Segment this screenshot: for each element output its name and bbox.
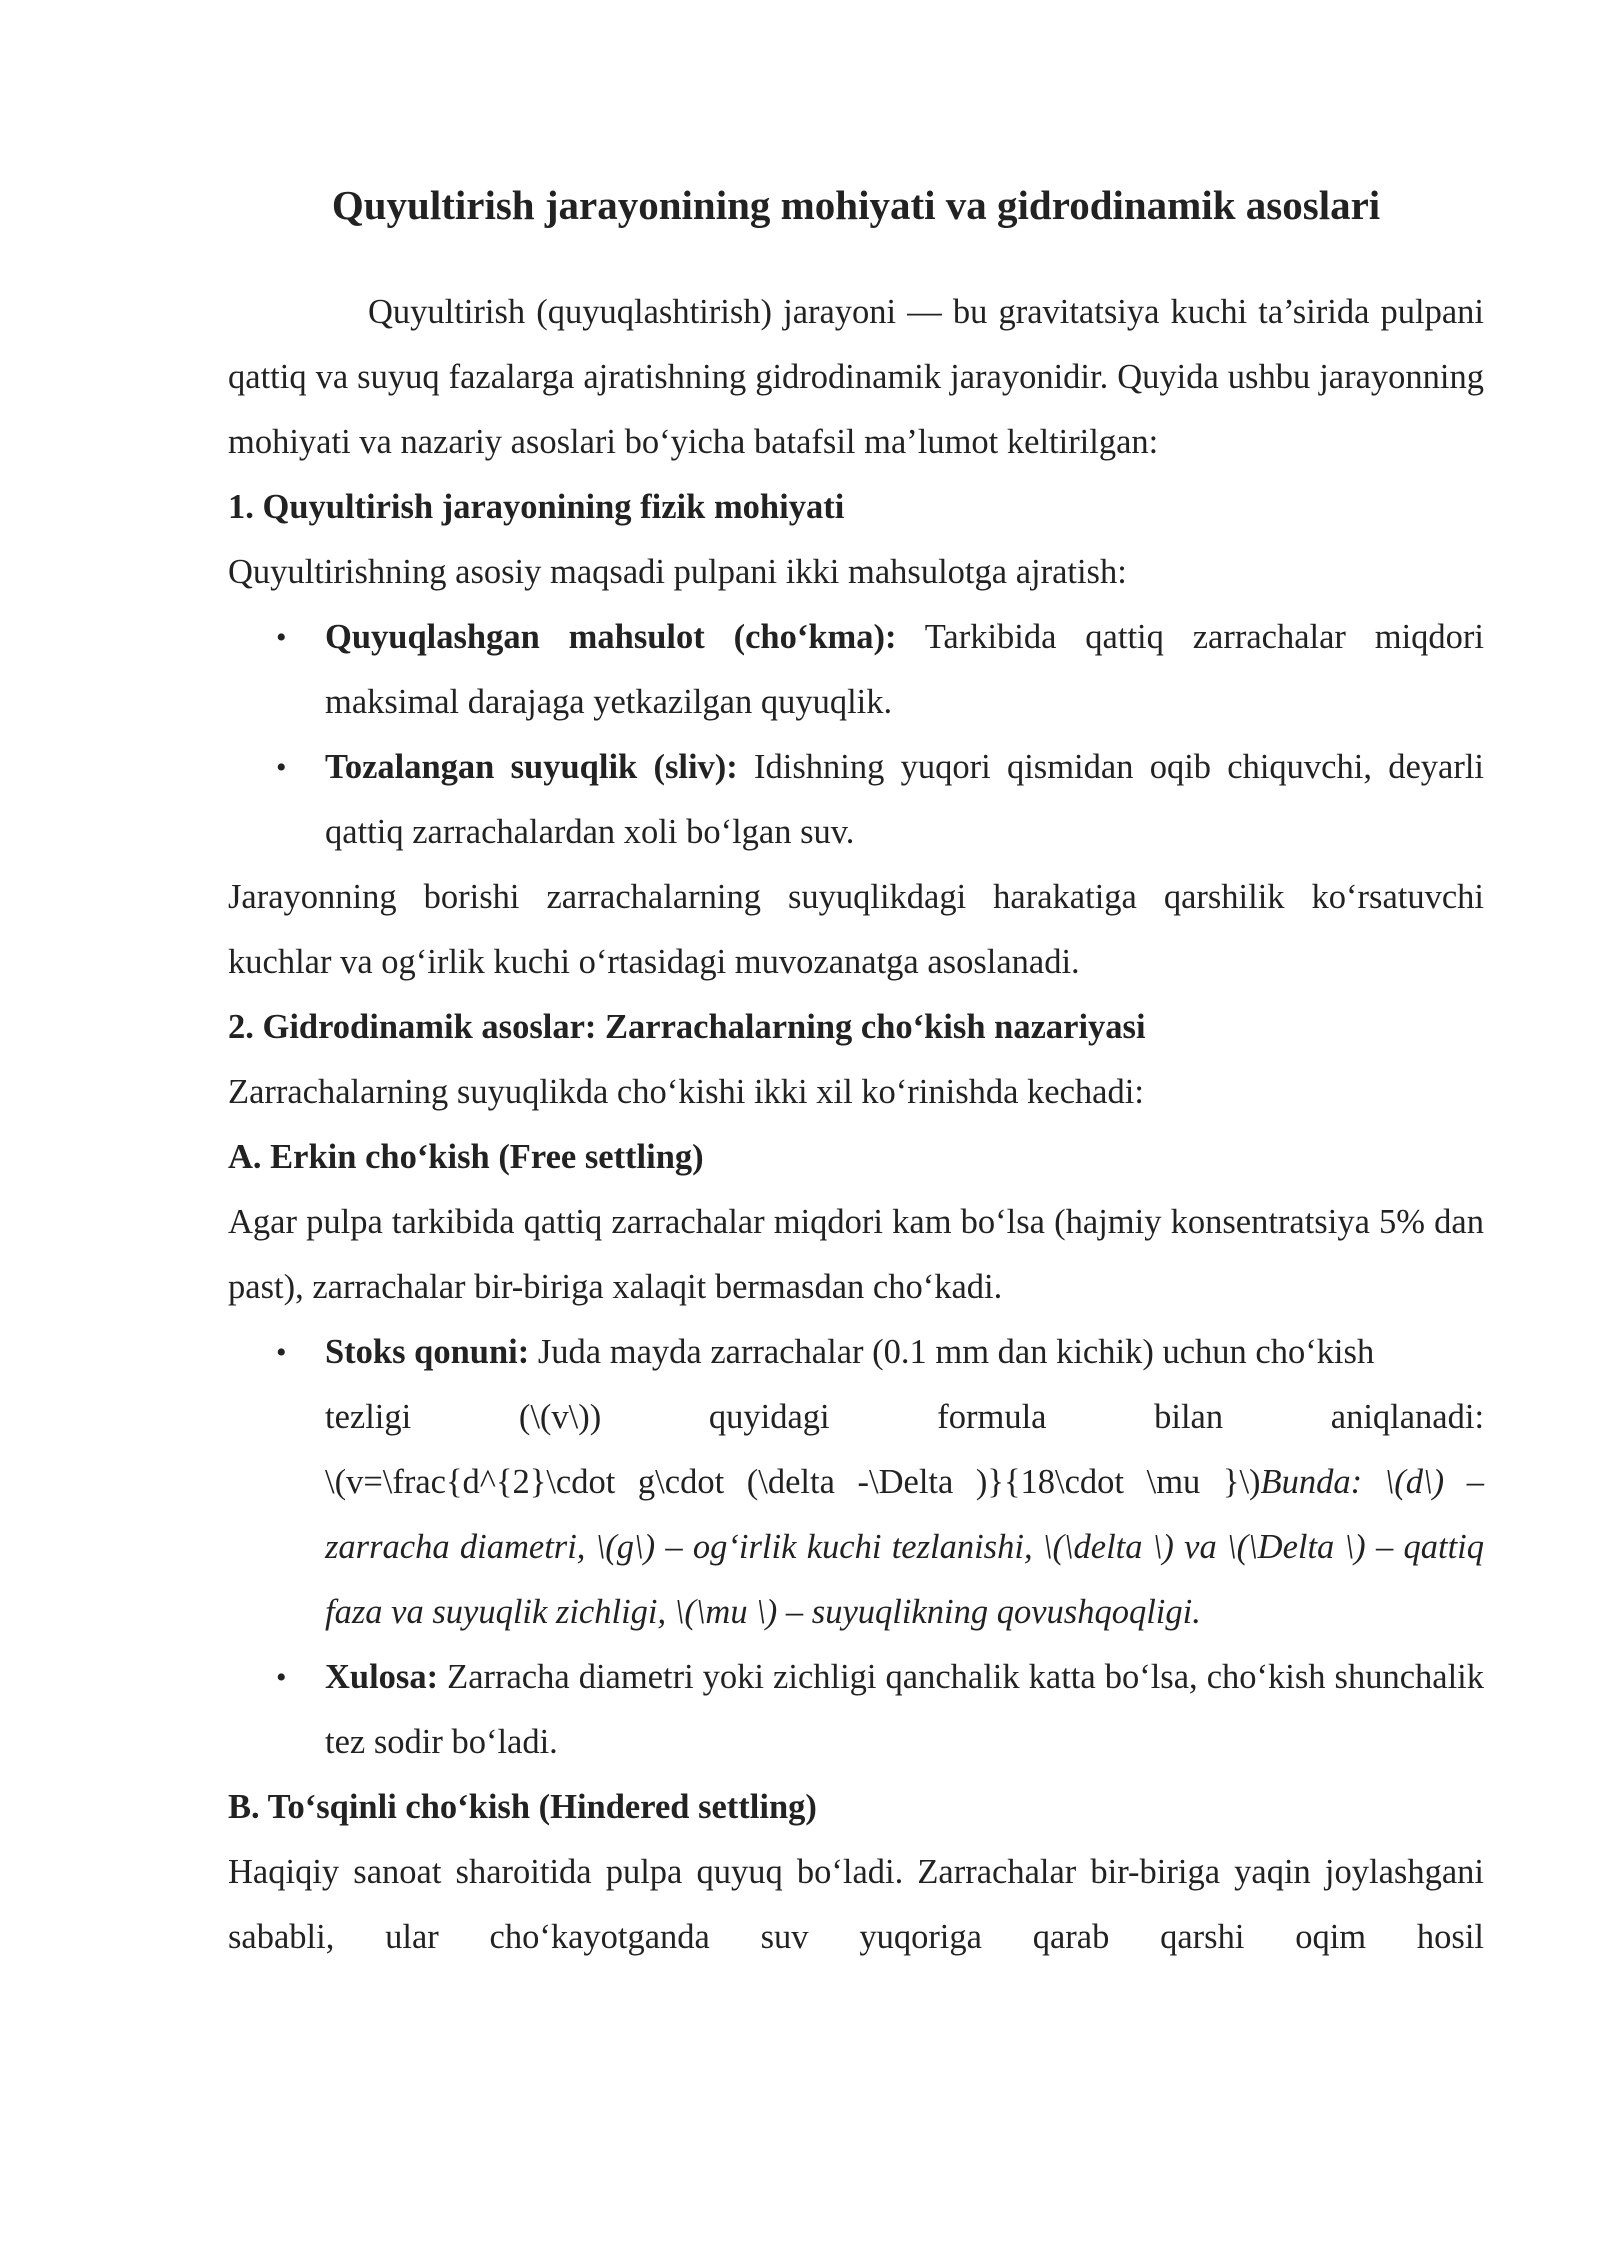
list-item: [228, 1320, 1484, 1645]
subsection-a-bullet-list: [228, 1320, 1484, 1775]
word: aniqlanadi:: [1330, 1398, 1485, 1436]
bullet-text: Tarkibida qattiq zarrachalar miqdori maksimal darajaga yetkazilgan quyuqlik.: [325, 618, 1484, 721]
bullet-term: Tozalangan suyuqlik (sliv):: [325, 748, 738, 786]
bullet-icon: •: [276, 621, 287, 654]
document-body: [228, 280, 1484, 1970]
section-2-lead: Zarrachalarning suyuqlikda cho‘kishi ikki xil ko‘rinishda kechadi:: [228, 1073, 1144, 1111]
word: bilan: [1154, 1398, 1224, 1436]
bullet-icon: •: [276, 1336, 287, 1369]
subsection-b-text: Haqiqiy sanoat sharoitida pulpa quyuq bo‘ladi. Zarrachalar bir-biriga yaqin joylashgani sababli, ular cho‘kayotganda suv yuqoriga qarab qarshi oqim hosil: [228, 1853, 1484, 1956]
section-2-heading: 2. Gidrodinamik asoslar: Zarrachalarning cho‘kish nazariyasi: [228, 1008, 1146, 1046]
word: formula: [937, 1398, 1047, 1436]
formula-explanation: Bunda: \(d\) – zarracha diametri, \(g\) – og‘irlik kuchi tezlanishi, \(\delta \) va \(\Delta \) – qattiq faza va suyuqlik zichligi, \(\mu \) – suyuqlikning qovushqoqligi.: [325, 1463, 1484, 1631]
list-item: [228, 605, 1484, 735]
word: (\(v\)): [518, 1398, 602, 1436]
subsection-a-heading: A. Erkin cho‘kish (Free settling): [228, 1138, 704, 1176]
section-1-closing: Jarayonning borishi zarrachalarning suyuqlikdagi harakatiga qarshilik ko‘rsatuvchi kuchlar va og‘irlik kuchi o‘rtasidagi muvozanatga asoslanadi.: [228, 878, 1484, 981]
word: quyidagi: [708, 1398, 830, 1436]
formula-intro-line: [325, 1385, 1484, 1450]
list-item: [228, 735, 1484, 865]
bullet-text: Idishning yuqori qismidan oqib chiquvchi, deyarli qattiq zarrachalardan xoli bo‘lgan suv.: [325, 748, 1484, 851]
bullet-icon: •: [276, 1661, 287, 1694]
subsection-a-text: Agar pulpa tarkibida qattiq zarrachalar miqdori kam bo‘lsa (hajmiy konsentratsiya 5% dan past), zarrachalar bir-biriga xalaqit bermasdan cho‘kadi.: [228, 1203, 1484, 1306]
section-1-bullet-list: [228, 605, 1484, 865]
section-1-heading: 1. Quyultirish jarayonining fizik mohiyati: [228, 488, 845, 526]
stokes-formula: \(v=\frac{d^{2}\cdot g\cdot (\delta -\Delta )}{18\cdot \mu }\): [325, 1463, 1261, 1501]
bullet-term: Quyuqlashgan mahsulot (cho‘kma):: [325, 618, 897, 656]
bullet-icon: •: [276, 751, 287, 784]
document-title: Quyultirish jarayonining mohiyati va gidrodinamik asoslari: [331, 182, 1381, 229]
section-1-lead: Quyultirishning asosiy maqsadi pulpani ikki mahsulotga ajratish:: [228, 553, 1127, 591]
intro-paragraph: Quyultirish (quyuqlashtirish) jarayoni — bu gravitatsiya kuchi ta’sirida pulpani qattiq va suyuq fazalarga ajratishning gidrodinamik jarayonidir. Quyida ushbu jarayonning mohiyati va nazariy asoslari bo‘yicha batafsil ma’lumot keltirilgan:: [228, 293, 1484, 461]
list-item: [228, 1645, 1484, 1775]
word: tezligi: [325, 1398, 412, 1436]
bullet-text: Zarracha diametri yoki zichligi qanchalik katta bo‘lsa, cho‘kish shunchalik tez sodir bo‘ladi.: [325, 1658, 1484, 1761]
bullet-term: Xulosa:: [325, 1658, 439, 1696]
subsection-b-heading: B. To‘sqinli cho‘kish (Hindered settling): [228, 1788, 817, 1826]
bullet-term: Stoks qonuni:: [325, 1333, 530, 1371]
bullet-text: Juda mayda zarrachalar (0.1 mm dan kichik) uchun cho‘kish: [529, 1333, 1375, 1371]
